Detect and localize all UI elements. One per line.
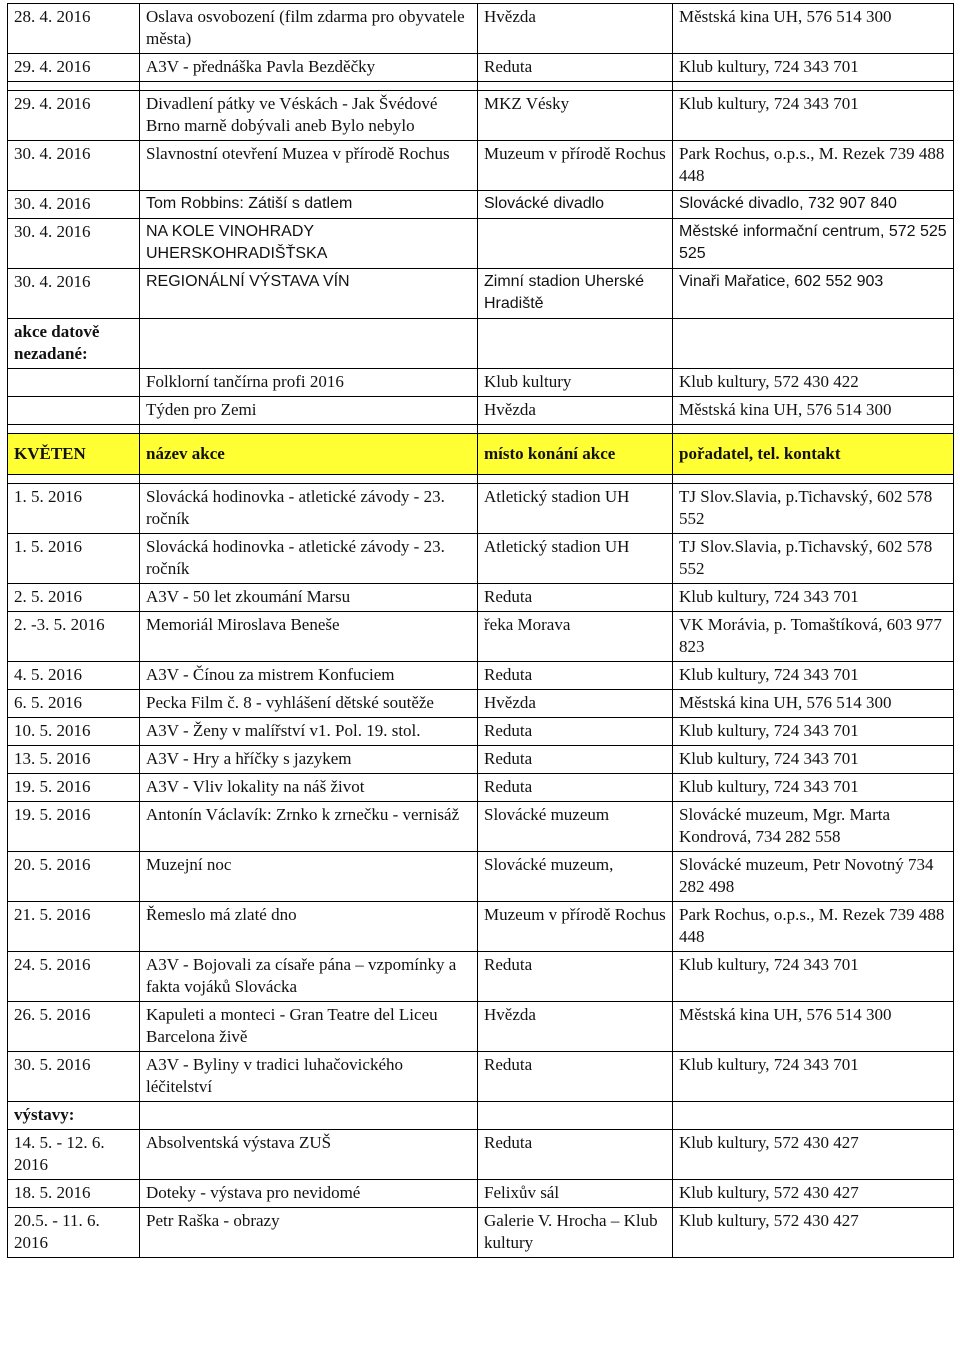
exhibitions-label: výstavy: xyxy=(8,1102,140,1130)
table-row xyxy=(8,484,954,534)
event-name: Muzejní noc xyxy=(140,852,478,902)
event-name: A3V - Byliny v tradici luhačovického léčitelství xyxy=(140,1052,478,1102)
event-name: Memoriál Miroslava Beneše xyxy=(140,612,478,662)
event-date: 20. 5. 2016 xyxy=(8,852,140,902)
spacer-row xyxy=(8,475,954,484)
event-venue: Reduta xyxy=(478,54,673,82)
header-month: KVĚTEN xyxy=(8,434,140,475)
event-name: A3V - Bojovali za císaře pána – vzpomínky a fakta vojáků Slovácka xyxy=(140,952,478,1002)
event-date: 20.5. - 11. 6. 2016 xyxy=(8,1208,140,1258)
event-name: REGIONÁLNÍ VÝSTAVA VÍN xyxy=(140,269,478,319)
event-date: 6. 5. 2016 xyxy=(8,690,140,718)
event-date: 13. 5. 2016 xyxy=(8,746,140,774)
event-organizer: Klub kultury, 724 343 701 xyxy=(673,1052,954,1102)
event-name: Slavnostní otevření Muzea v přírodě Rochus xyxy=(140,141,478,191)
event-organizer: Klub kultury, 724 343 701 xyxy=(673,54,954,82)
header-venue: místo konání akce xyxy=(478,434,673,475)
event-venue: Reduta xyxy=(478,746,673,774)
event-organizer: TJ Slov.Slavia, p.Tichavský, 602 578 552 xyxy=(673,484,954,534)
section-label-row xyxy=(8,319,954,369)
event-organizer: Slovácké muzeum, Mgr. Marta Kondrová, 734 282 558 xyxy=(673,802,954,852)
table-row xyxy=(8,802,954,852)
header-organizer: pořadatel, tel. kontakt xyxy=(673,434,954,475)
event-name: Kapuleti a monteci - Gran Teatre del Liceu Barcelona živě xyxy=(140,1002,478,1052)
event-date: 30. 4. 2016 xyxy=(8,219,140,269)
event-date: 18. 5. 2016 xyxy=(8,1180,140,1208)
event-name: Pecka Film č. 8 - vyhlášení dětské soutěže xyxy=(140,690,478,718)
event-venue: MKZ Vésky xyxy=(478,91,673,141)
event-organizer: Klub kultury, 724 343 701 xyxy=(673,774,954,802)
event-venue: Galerie V. Hrocha – Klub kultury xyxy=(478,1208,673,1258)
event-name: Slovácká hodinovka - atletické závody - 23. ročník xyxy=(140,484,478,534)
event-venue: Muzeum v přírodě Rochus xyxy=(478,902,673,952)
table-row xyxy=(8,191,954,219)
event-date: 19. 5. 2016 xyxy=(8,774,140,802)
event-date: 10. 5. 2016 xyxy=(8,718,140,746)
event-venue: Zimní stadion Uherské Hradiště xyxy=(478,269,673,319)
event-organizer: Klub kultury, 724 343 701 xyxy=(673,718,954,746)
table-row xyxy=(8,612,954,662)
event-venue: Felixův sál xyxy=(478,1180,673,1208)
table-row xyxy=(8,952,954,1002)
event-organizer: Klub kultury, 724 343 701 xyxy=(673,584,954,612)
event-venue: Hvězda xyxy=(478,397,673,425)
header-name: název akce xyxy=(140,434,478,475)
event-organizer: Městská kina UH, 576 514 300 xyxy=(673,397,954,425)
event-venue: řeka Morava xyxy=(478,612,673,662)
spacer-row xyxy=(8,425,954,434)
event-venue: Slovácké muzeum xyxy=(478,802,673,852)
event-name: Týden pro Zemi xyxy=(140,397,478,425)
event-organizer: Klub kultury, 572 430 422 xyxy=(673,369,954,397)
event-date: 19. 5. 2016 xyxy=(8,802,140,852)
table-row xyxy=(8,534,954,584)
event-venue xyxy=(478,219,673,269)
event-name: NA KOLE VINOHRADY UHERSKOHRADIŠŤSKA xyxy=(140,219,478,269)
event-date: 30. 4. 2016 xyxy=(8,191,140,219)
table-row xyxy=(8,902,954,952)
event-organizer: Městská kina UH, 576 514 300 xyxy=(673,1002,954,1052)
table-row xyxy=(8,584,954,612)
event-organizer: Městská kina UH, 576 514 300 xyxy=(673,4,954,54)
table-row xyxy=(8,269,954,319)
event-venue: Hvězda xyxy=(478,1002,673,1052)
table-row xyxy=(8,852,954,902)
event-venue: Slovácké divadlo xyxy=(478,191,673,219)
event-date: 1. 5. 2016 xyxy=(8,534,140,584)
undated-label: akce datově nezadané: xyxy=(8,319,140,369)
table-row xyxy=(8,1052,954,1102)
event-venue: Reduta xyxy=(478,662,673,690)
event-name: Řemeslo má zlaté dno xyxy=(140,902,478,952)
event-venue: Klub kultury xyxy=(478,369,673,397)
event-organizer: Park Rochus, o.p.s., M. Rezek 739 488 448 xyxy=(673,902,954,952)
spacer-row xyxy=(8,82,954,91)
event-name: Doteky - výstava pro nevidomé xyxy=(140,1180,478,1208)
event-organizer: Vinaři Mařatice, 602 552 903 xyxy=(673,269,954,319)
table-row xyxy=(8,1130,954,1180)
event-date: 2. -3. 5. 2016 xyxy=(8,612,140,662)
event-date: 30. 4. 2016 xyxy=(8,141,140,191)
table-row xyxy=(8,4,954,54)
event-name: Oslava osvobození (film zdarma pro obyvatele města) xyxy=(140,4,478,54)
event-name: Petr Raška - obrazy xyxy=(140,1208,478,1258)
table-row xyxy=(8,718,954,746)
event-venue: Muzeum v přírodě Rochus xyxy=(478,141,673,191)
event-date: 29. 4. 2016 xyxy=(8,54,140,82)
event-venue: Atletický stadion UH xyxy=(478,484,673,534)
event-name: Slovácká hodinovka - atletické závody - 23. ročník xyxy=(140,534,478,584)
table-row xyxy=(8,397,954,425)
event-name: Tom Robbins: Zátiší s datlem xyxy=(140,191,478,219)
event-organizer: Slovácké divadlo, 732 907 840 xyxy=(673,191,954,219)
table-row xyxy=(8,774,954,802)
event-date: 14. 5. - 12. 6. 2016 xyxy=(8,1130,140,1180)
event-organizer: Klub kultury, 572 430 427 xyxy=(673,1180,954,1208)
event-name: A3V - Vliv lokality na náš život xyxy=(140,774,478,802)
event-date: 30. 5. 2016 xyxy=(8,1052,140,1102)
table-row xyxy=(8,91,954,141)
event-organizer: Klub kultury, 572 430 427 xyxy=(673,1130,954,1180)
event-name: A3V - Čínou za mistrem Konfuciem xyxy=(140,662,478,690)
table-row xyxy=(8,369,954,397)
event-venue: Reduta xyxy=(478,952,673,1002)
section-label-row xyxy=(8,1102,954,1130)
table-row xyxy=(8,1180,954,1208)
event-date: 24. 5. 2016 xyxy=(8,952,140,1002)
table-row xyxy=(8,219,954,269)
table-row xyxy=(8,662,954,690)
event-name: A3V - 50 let zkoumání Marsu xyxy=(140,584,478,612)
event-organizer: Park Rochus, o.p.s., M. Rezek 739 488 448 xyxy=(673,141,954,191)
table-row xyxy=(8,1208,954,1258)
event-date: 29. 4. 2016 xyxy=(8,91,140,141)
events-table xyxy=(7,3,954,1258)
event-venue: Reduta xyxy=(478,1130,673,1180)
event-date: 4. 5. 2016 xyxy=(8,662,140,690)
event-venue: Hvězda xyxy=(478,690,673,718)
event-organizer: TJ Slov.Slavia, p.Tichavský, 602 578 552 xyxy=(673,534,954,584)
event-name: A3V - Ženy v malířství v1. Pol. 19. stol. xyxy=(140,718,478,746)
event-name: A3V - přednáška Pavla Bezděčky xyxy=(140,54,478,82)
event-organizer: Městské informační centrum, 572 525 525 xyxy=(673,219,954,269)
event-date: 2. 5. 2016 xyxy=(8,584,140,612)
event-organizer: Městská kina UH, 576 514 300 xyxy=(673,690,954,718)
event-venue: Reduta xyxy=(478,584,673,612)
event-date: 28. 4. 2016 xyxy=(8,4,140,54)
event-name: Antonín Václavík: Zrnko k zrnečku - vernisáž xyxy=(140,802,478,852)
event-organizer: Klub kultury, 724 343 701 xyxy=(673,91,954,141)
event-venue: Reduta xyxy=(478,718,673,746)
header-row xyxy=(8,434,954,475)
event-name: Folklorní tančírna profi 2016 xyxy=(140,369,478,397)
event-date: 26. 5. 2016 xyxy=(8,1002,140,1052)
event-name: Divadlení pátky ve Véskách - Jak Švédové Brno marně dobývali aneb Bylo nebylo xyxy=(140,91,478,141)
table-row xyxy=(8,1002,954,1052)
event-organizer: Klub kultury, 724 343 701 xyxy=(673,662,954,690)
event-date: 30. 4. 2016 xyxy=(8,269,140,319)
event-venue: Reduta xyxy=(478,1052,673,1102)
table-row xyxy=(8,746,954,774)
event-date: 21. 5. 2016 xyxy=(8,902,140,952)
event-venue: Reduta xyxy=(478,774,673,802)
event-name: Absolventská výstava ZUŠ xyxy=(140,1130,478,1180)
event-organizer: Slovácké muzeum, Petr Novotný 734 282 498 xyxy=(673,852,954,902)
table-row xyxy=(8,54,954,82)
event-name: A3V - Hry a hříčky s jazykem xyxy=(140,746,478,774)
table-row xyxy=(8,690,954,718)
event-organizer: Klub kultury, 724 343 701 xyxy=(673,746,954,774)
table-row xyxy=(8,141,954,191)
event-organizer: VK Morávia, p. Tomaštíková, 603 977 823 xyxy=(673,612,954,662)
event-organizer: Klub kultury, 572 430 427 xyxy=(673,1208,954,1258)
event-venue: Slovácké muzeum, xyxy=(478,852,673,902)
event-date: 1. 5. 2016 xyxy=(8,484,140,534)
event-organizer: Klub kultury, 724 343 701 xyxy=(673,952,954,1002)
event-venue: Hvězda xyxy=(478,4,673,54)
event-venue: Atletický stadion UH xyxy=(478,534,673,584)
